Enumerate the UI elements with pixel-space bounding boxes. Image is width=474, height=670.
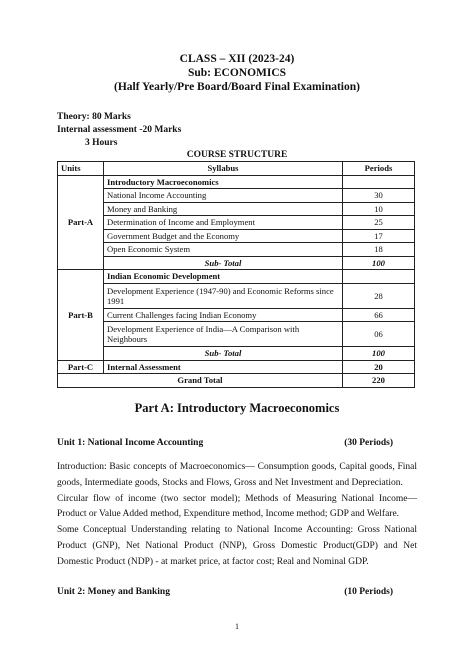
table-header-row bbox=[58, 162, 415, 176]
subject-heading: Sub: ECONOMICS bbox=[187, 67, 287, 79]
subtotal-label: Sub- Total bbox=[104, 256, 343, 270]
periods-cell: 10 bbox=[343, 202, 415, 216]
topic-cell: Development Experience of India—A Comparison with Neighbours bbox=[104, 322, 343, 347]
periods-cell: 66 bbox=[343, 308, 415, 322]
class-heading: CLASS – XII (2023-24) bbox=[179, 53, 295, 65]
periods-cell: 18 bbox=[343, 243, 415, 257]
unit-1-heading bbox=[57, 438, 415, 448]
internal-assessment-marks: Internal assessment -20 Marks bbox=[57, 125, 182, 135]
unit-2-heading bbox=[57, 587, 415, 597]
header-units: Units bbox=[58, 162, 104, 176]
grand-total-value: 220 bbox=[343, 374, 415, 388]
topic-cell: Open Economic System bbox=[104, 243, 343, 257]
table-row bbox=[58, 360, 415, 374]
table-row bbox=[58, 229, 415, 243]
unit-1-content bbox=[57, 460, 417, 571]
unit-2-title: Unit 2: Money and Banking bbox=[57, 587, 170, 597]
periods-cell: 20 bbox=[343, 360, 415, 374]
subtotal-row bbox=[58, 256, 415, 270]
unit-1-periods: (30 Periods) bbox=[344, 438, 393, 448]
grand-total-row bbox=[58, 374, 415, 388]
part-b-title: Indian Economic Development bbox=[104, 270, 343, 284]
table-row bbox=[58, 283, 415, 308]
paragraph: Circular flow of income (two sector model); Methods of Measuring National Income—Product or Value Added method, Expenditure method, Income method; GDP and Welfare. bbox=[57, 493, 417, 520]
periods-cell: 28 bbox=[343, 283, 415, 308]
grand-total-label: Grand Total bbox=[58, 374, 343, 388]
table-row bbox=[58, 270, 415, 284]
header-periods: Periods bbox=[343, 162, 415, 176]
subtotal-row bbox=[58, 347, 415, 361]
exam-heading: (Half Yearly/Pre Board/Board Final Examination) bbox=[114, 81, 360, 93]
part-c-label: Part-C bbox=[58, 360, 104, 374]
topic-cell: National Income Accounting bbox=[104, 189, 343, 203]
table-row bbox=[58, 175, 415, 189]
table-row bbox=[58, 202, 415, 216]
course-structure-table bbox=[57, 161, 415, 388]
subtotal-value: 100 bbox=[343, 347, 415, 361]
section-title: Part A: Introductory Macroeconomics bbox=[134, 401, 340, 415]
table-row bbox=[58, 308, 415, 322]
topic-cell: Money and Banking bbox=[104, 202, 343, 216]
periods-cell: 17 bbox=[343, 229, 415, 243]
table-cell bbox=[343, 270, 415, 284]
theory-marks: Theory: 80 Marks bbox=[57, 112, 131, 122]
periods-cell: 06 bbox=[343, 322, 415, 347]
unit-1-title: Unit 1: National Income Accounting bbox=[57, 438, 204, 448]
page-number: 1 bbox=[235, 622, 239, 631]
topic-cell: Determination of Income and Employment bbox=[104, 216, 343, 230]
topic-cell: Government Budget and the Economy bbox=[104, 229, 343, 243]
periods-cell: 30 bbox=[343, 189, 415, 203]
topic-cell: Current Challenges facing Indian Economy bbox=[104, 308, 343, 322]
unit-2-periods: (10 Periods) bbox=[344, 587, 393, 597]
table-row bbox=[58, 243, 415, 257]
part-a-title: Introductory Macroeconomics bbox=[104, 175, 343, 189]
part-b-label: Part-B bbox=[58, 270, 104, 361]
part-a-label: Part-A bbox=[58, 175, 104, 270]
table-row bbox=[58, 216, 415, 230]
course-structure-caption: COURSE STRUCTURE bbox=[186, 150, 288, 160]
subtotal-label: Sub- Total bbox=[104, 347, 343, 361]
duration: 3 Hours bbox=[85, 138, 118, 148]
subtotal-value: 100 bbox=[343, 256, 415, 270]
part-c-title: Internal Assessment bbox=[104, 360, 343, 374]
paragraph: Introduction: Basic concepts of Macroeconomics— Consumption goods, Capital goods, Final goods, Intermediate goods, Stocks and Flows, Gross and Net Investment and Depreciation. bbox=[57, 462, 417, 488]
paragraph: Some Conceptual Understanding relating to National Income Accounting: Gross National Product (GNP), Net National Product (NNP), Gross Domestic Product(GDP) and Net Domestic Product (NDP) - at market price, at factor cost; Real and Nominal GDP. bbox=[57, 525, 417, 567]
table-row bbox=[58, 322, 415, 347]
periods-cell: 25 bbox=[343, 216, 415, 230]
table-cell bbox=[343, 175, 415, 189]
table-row bbox=[58, 189, 415, 203]
topic-cell: Development Experience (1947-90) and Economic Reforms since 1991 bbox=[104, 283, 343, 308]
header-syllabus: Syllabus bbox=[104, 162, 343, 176]
